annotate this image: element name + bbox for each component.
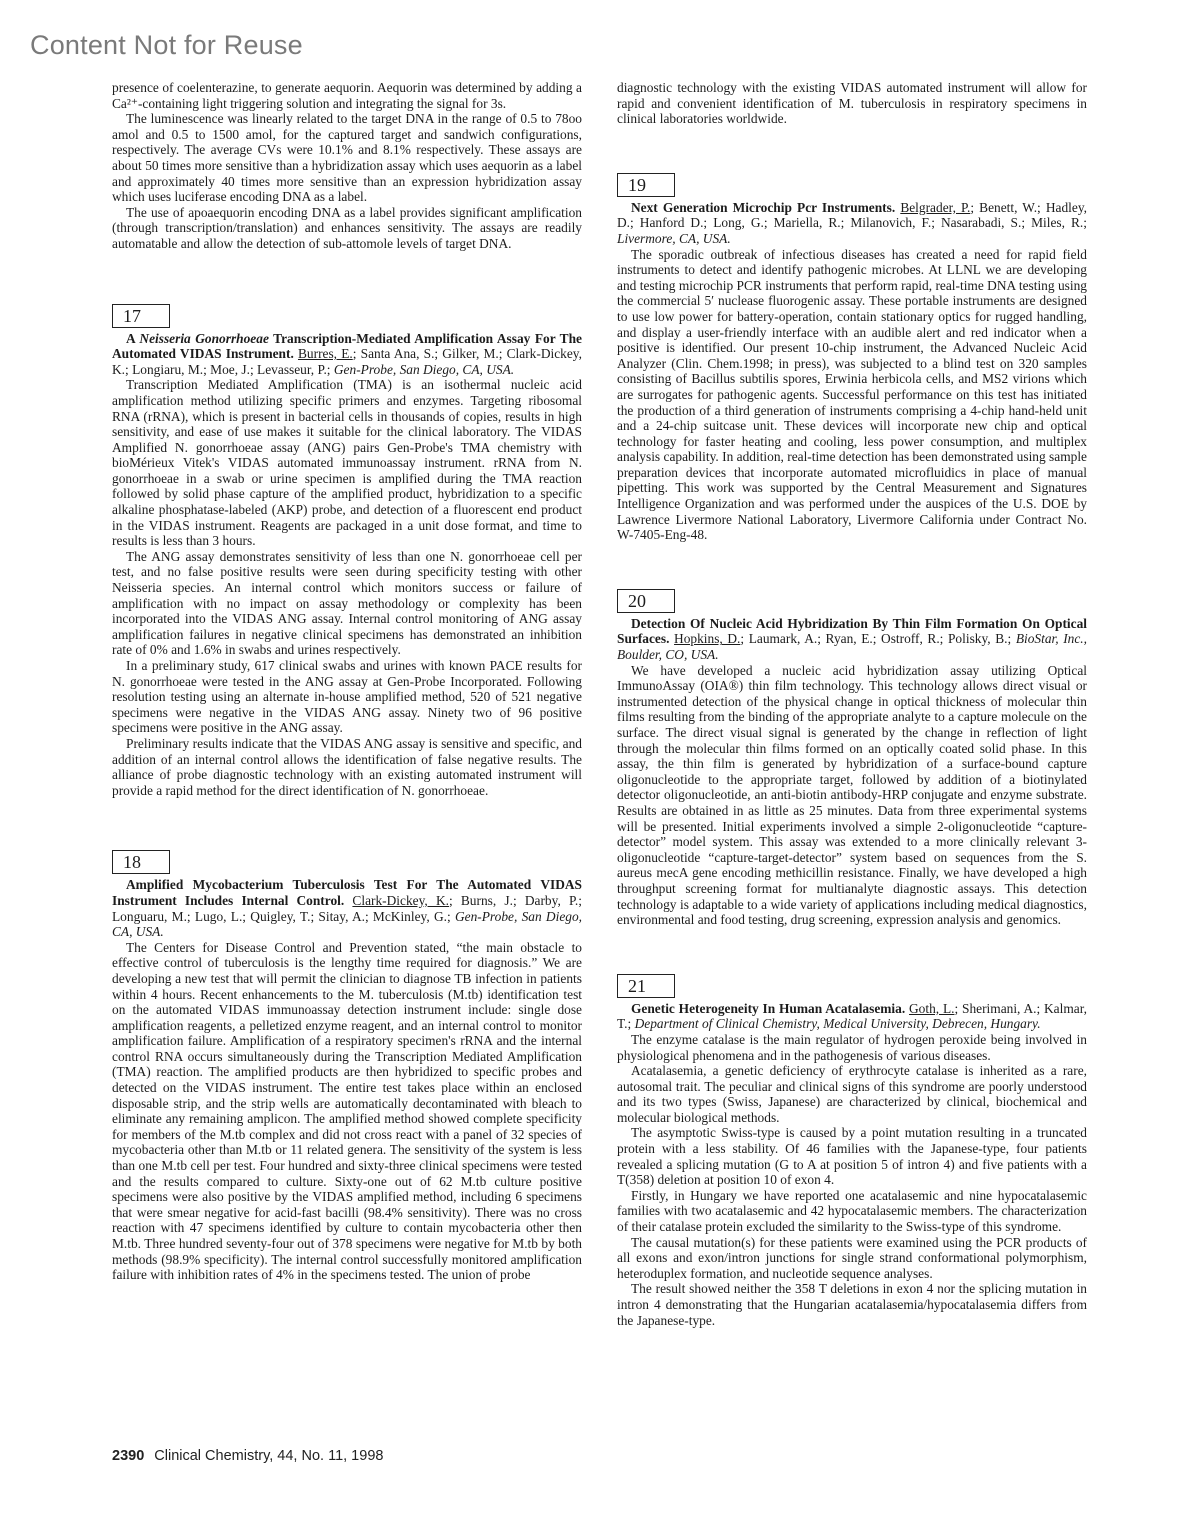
body-paragraph: The Centers for Disease Control and Prevention stated, “the main obstacle to effective control of tuberculosis is the lengthy time required for diagnosis.” We are developing a new test that will permit the clinician to diagnose TB infection in patients within 4 hours. Recent enhancements to the M. tuberculosis (M.tb) identification test on the automated VIDAS immunoassay detection instrument include: single dose amplification reagents, a pelletized enzyme reagent, and an internal control to monitor amplification failure. Amplification of a respiratory specimen's rRNA and the internal control RNA occurs simultaneously during the Transcription Mediated Amplification (TMA) reaction. The amplified products are then hybridized to specific probes and detected on the VIDAS instrument. The entire test takes place within an enclosed disposable strip, and the strip wells are automatically decontaminated with bleach to eliminate any remaining amplicon. The amplified method showed complete specificity for members of the M.tb complex and did not cross react with a panel of 32 species of mycobacteria other than M.tb or 11 related genera. The sensitivity of the system is less than one M.tb cell per test. Four hundred and sixty-three clinical specimens were tested and the results compared to culture. Sixty-one out of 62 M.tb culture positive specimens were also positive by the VIDAS amplified method, including 6 specimens that were smear negative for acid-fast bacilli (98.4% sensitivity). There was no cross reaction with 47 specimens identified by culture to contain mycobacteria other then M.tb. Three hundred seventy-four out of 378 specimens were negative for M.tb by both methods (98.9% specificity). The internal control successfully monitored amplification failure with inhibition rates of 4% in the specimens tested. The union of probe [112,939,582,1283]
presenting-author: Burres, E. [297,346,353,362]
page-footer [112,1448,383,1464]
affiliation: Livermore, CA, USA. [617,230,731,246]
abstract-header [617,200,1087,247]
abstract-number: 20 [617,589,675,613]
abstract-20 [617,589,1087,928]
body-paragraph: We have developed a nucleic acid hybridization assay utilizing Optical ImmunoAssay (OIA®) thin film technology. This technology allows direct visual or instrumented detection of the physical change in optical thickness of molecular thin films resulting from the binding of the appropriate analyte to a capture molecule on the surface. The direct visual signal is generated by the change in reflection of light through the molecular thin films formed on an optically coated solid phase. In this assay, the thin film is generated by hybridization of a surface-bound capture oligonucleotide to the appropriate target, followed by addition of a biotinylated detector oligonucleotide, an anti-biotin antibody-HRP conjugate and enzyme substrate. Results are obtained in as little as 25 minutes. Data from three experimental systems will be presented. Initial experiments involved a simple 2-oligonucleotide “capture-detector” model system. This assay was extended to a more clinically relevant 3-oligonucleotide “capture-target-detector” system based on sequences from the S. aureus mecA gene encoding methicillin resistance. Finally, we have developed a high throughput screening format for multianalyte diagnostic assays. This detection technology is adaptable to a wide variety of applications including medical diagnostics, environmental and food testing, drug screening, expression analysis and genomics. [617,662,1087,928]
affiliation: BioStar, Inc., Boulder, CO, USA. [617,631,1087,663]
body-paragraph: The sporadic outbreak of infectious diseases has created a need for rapid field instruments to detect and identify pathogenic microbes. At LLNL we are developing and testing microchip PCR instruments that perform rapid, real-time DNA testing using the commercial 5′ nuclease fluorogenic assay. These portable instruments are designed to use low power for battery-operation, contain stationary optics for rugged handling, and display a user-friendly interface with an audible alert and red indicator when a positive is identified. Our present 10-chip instrument, the Advanced Nucleic Acid Analyzer (Clin. Chem.1998; in press), was subjected to a blind test on 320 samples consisting of Bacillus subtilis spores, Erwinia herbicola cells, and MS2 virions which are surrogates for pathogenic agents. Successful performance on this test has initiated the production of a third generation of instruments comprising a 4-chip hand-held unit and a 24-chip suitcase unit. These devices will incorporate new chip and optical technology for faster heating and cooling, less power consumption, and multiplex analysis capability. In addition, real-time detection has been demonstrated using sample preparation devices that incorporate automated microfluidics in place of manual pipetting. This work was supported by the Central Measurement and Signatures Intelligence Organization and was performed under the auspices of the U.S. DOE by Lawrence Livermore National Laboratory, Livermore California under Contract No. W-7405-Eng-48. [617,246,1087,543]
body-paragraph: The use of apoaequorin encoding DNA as a label provides significant amplification (through transcription/translation) and enhances sensitivity. The assays are readily automatable and allow the detection of sub-attomole levels of target DNA. [112,204,582,251]
abstract-title: Next Generation Microchip Pcr Instruments. [631,199,896,215]
abstract-header [617,1001,1087,1032]
body-paragraph: The ANG assay demonstrates sensitivity of less than one N. gonorrhoeae cell per test, and no false positive results were seen during specificity testing with other Neisseria species. An internal control which monitors success or failure of amplification with no impact on assay methodology or complexity has been incorporated into the VIDAS ANG assay. Internal control monitoring of ANG assay amplification failures in negative clinical specimens has demonstrated an inhibition rate of 0% and 1.6% in swabs and urines respectively. [112,548,582,658]
carryover-paragraph: diagnostic technology with the existing VIDAS automated instrument will allow for rapid and convenient identification of M. tuberculosis in respiratory specimens in clinical laboratories worldwide. [617,80,1087,127]
abstract-header [112,331,582,378]
journal-citation: Clinical Chemistry, 44, No. 11, 1998 [154,1448,384,1464]
abstract-title: Genetic Heterogeneity In Human Acatalasemia. [631,1000,906,1016]
watermark: Content Not for Reuse [30,30,303,60]
body-paragraph: The causal mutation(s) for these patients were examined using the PCR products of all exons and exon/intron junctions for single strand conformational polymorphism, heteroduplex formation, and nucleotide sequence analyses. [617,1234,1087,1281]
abstract-19 [617,173,1087,543]
author-list: ; Santa Ana, S.; Gilker, M.; Clark-Dickey, K.; Longiaru, M.; Moe, J.; Levasseur, P.; [112,346,582,377]
abstract-number: 21 [617,974,675,998]
body-paragraph: Transcription Mediated Amplification (TMA) is an isothermal nucleic acid amplification method utilizing specific primers and enzymes. Targeting ribosomal RNA (rRNA), which is present in bacterial cells in thousands of copies, results in high sensitivity, and ease of use makes it suitable for the clinical laboratory. The VIDAS Amplified N. gonorrhoeae assay (ANG) pairs Gen-Probe's TMA chemistry with bioMérieux Vitek's VIDAS automated immunoassay instrument. rRNA from N. gonorrhoeae in a swab or urine specimen is amplified during the TMA reaction followed by solid phase capture of the amplified product, hybridization to a specific alkaline phosphatase-labeled (AKP) probe, and detection of a fluorescent end product in the VIDAS instrument. Reagents are packaged in a unit dose format, and time to results is less than 3 hours. [112,377,582,549]
abstract-title: Detection Of Nucleic Acid Hybridization By Thin Film Formation On Optical Surfaces. [617,615,1087,647]
body-paragraph: Preliminary results indicate that the VIDAS ANG assay is sensitive and specific, and addition of an internal control allows the identification of false negative results. The alliance of probe diagnostic technology with an existing automated instrument will provide a rapid method for the direct identification of N. gonorrhoeae. [112,735,582,798]
right-column [617,80,1087,1328]
abstract-number: 18 [112,850,170,874]
abstract-number: 19 [617,173,675,197]
abstract-number: 17 [112,304,170,328]
presenting-author: Clark-Dickey, K. [352,892,449,908]
abstract-title: A Neisseria Gonorrhoeae Transcription-Mediated Amplification Assay For The Automated VIDAS Instrument. [112,330,582,362]
abstract-18 [112,850,582,1282]
author-list: ; Burns, J.; Darby, P.; Longuaru, M.; Lugo, L.; Quigley, T.; Sitay, A.; McKinley, G.; [112,892,582,924]
abstract-17 [112,304,582,799]
body-paragraph: The enzyme catalase is the main regulator of hydrogen peroxide being involved in physiological phenomena and in the pathogenesis of various diseases. [617,1031,1087,1063]
body-paragraph: Acatalasemia, a genetic deficiency of erythrocyte catalase is inherited as a rare, autosomal trait. The peculiar and clinical signs of this syndrome are poorly understood and its two types (Swiss, Japanese) are characterized by clinical, biochemical and molecular biological methods. [617,1063,1087,1125]
body-paragraph: In a preliminary study, 617 clinical swabs and urines with known PACE results for N. gonorrhoeae were tested in the ANG assay at Gen-Probe Incorporated. Following resolution testing using an alternate in-house amplified method, 520 of 521 negative specimens were negative in the VIDAS ANG assay. Ninety two of 96 positive specimens were positive in the ANG assay. [112,658,582,736]
body-paragraph: The result showed neither the 358 T deletions in exon 4 nor the splicing mutation in intron 4 demonstrating that the Hungarian acatalasemia/hypocatalasemia differs from the Japanese-type. [617,1281,1087,1328]
affiliation: Department of Clinical Chemistry, Medical University, Debrecen, Hungary. [634,1016,1041,1032]
abstract-header [617,616,1087,663]
carryover-paragraph: presence of coelenterazine, to generate aequorin. Aequorin was determined by adding a Ca²⁺-containing light triggering solution and integrating the signal for 3s. [112,80,582,111]
affiliation: Gen-Probe, San Diego, CA, USA. [112,908,583,940]
body-paragraph: The luminescence was linearly related to the target DNA in the range of 0.5 to 78oo amol and 0.5 to 1500 amol, for the captured target and sandwich configurations, respectively. The average CVs were 10.1% and 8.1% respectively. These assays are about 50 times more sensitive than a hybridization assay which uses aequorin as a label and approximately 40 times more sensitive than an expression hybridization assay which uses luciferase encoding DNA as a label. [112,111,582,205]
page-number: 2390 [112,1448,145,1464]
body-paragraph: The asymptotic Swiss-type is caused by a point mutation resulting in a truncated protein with a less stability. Of 46 families with the Japanese-type, four patients revealed a splicing mutation (G to A at position 5 of intron 4) and five patients with a T(358) deletion at position 10 of exon 4. [617,1125,1087,1188]
presenting-author: Belgrader, P. [900,199,971,215]
author-list: ; Sherimani, A.; Kalmar, T.; [617,1000,1087,1032]
body-paragraph: Firstly, in Hungary we have reported one acatalasemic and nine hypocatalasemic families with two acatalasemic and 42 hypocatalasemic members. The characterization of their catalase protein excluded the similarity to the Swiss-type of this syndrome. [617,1187,1087,1235]
author-list: ; Benett, W.; Hadley, D.; Hanford D.; Long, G.; Mariella, R.; Milanovich, F.; Nasarabadi, S.; Miles, R.; [617,199,1088,231]
abstract-title: Amplified Mycobacterium Tuberculosis Test For The Automated VIDAS Instrument Includes Internal Control. [112,877,582,908]
presenting-author: Goth, L. [909,1000,955,1016]
author-list: ; Laumark, A.; Ryan, E.; Ostroff, R.; Polisky, B.; [740,631,1012,647]
presenting-author: Hopkins, D. [674,631,741,647]
left-column [112,80,582,1283]
affiliation: Gen-Probe, San Diego, CA, USA. [333,361,515,377]
abstract-21 [617,974,1087,1328]
abstract-header [112,877,582,939]
